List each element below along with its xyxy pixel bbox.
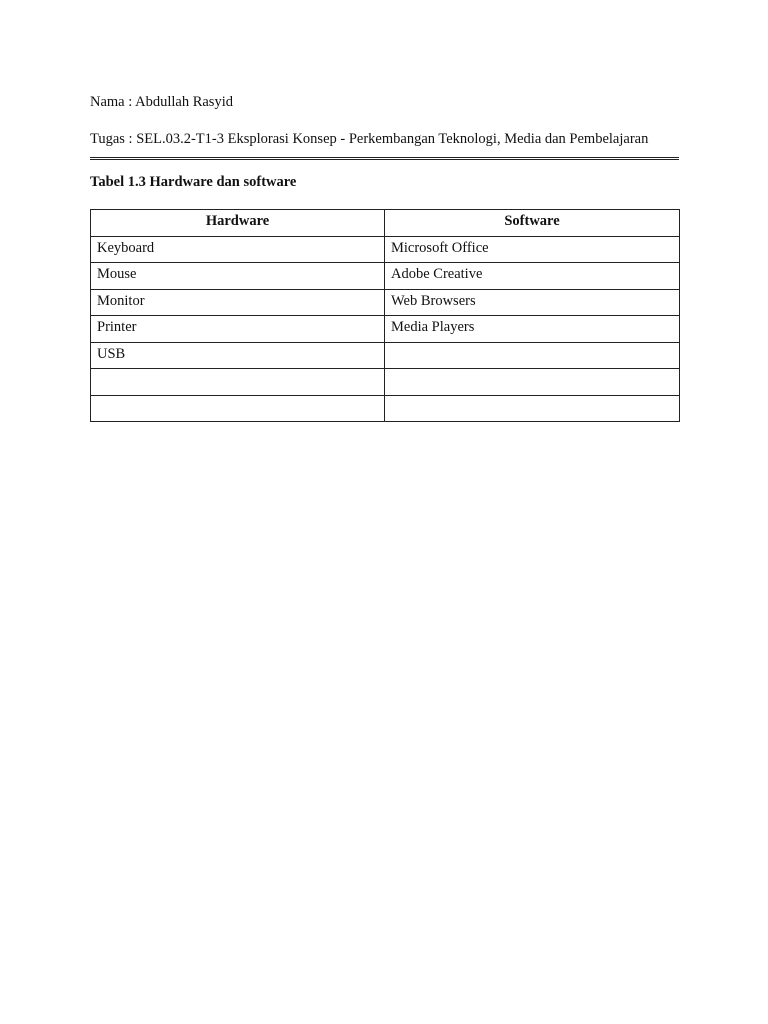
hardware-cell: Printer [91, 316, 385, 343]
column-header-hardware: Hardware [91, 210, 385, 237]
table-row [91, 342, 680, 369]
table-row [91, 263, 680, 290]
table-row [91, 316, 680, 343]
hardware-cell: USB [91, 342, 385, 369]
software-cell: Web Browsers [385, 289, 680, 316]
software-cell: Microsoft Office [385, 236, 680, 263]
assignment-title: Tugas : SEL.03.2-T1-3 Eksplorasi Konsep - Perkembangan Teknologi, Media dan Pembelajaran [90, 131, 649, 147]
hardware-cell: Mouse [91, 263, 385, 290]
student-name: Nama : Abdullah Rasyid [90, 94, 233, 110]
hardware-cell [91, 395, 385, 422]
software-cell [385, 369, 680, 396]
table-row [91, 395, 680, 422]
software-cell [385, 342, 680, 369]
software-cell: Adobe Creative [385, 263, 680, 290]
table-row [91, 236, 680, 263]
software-cell [385, 395, 680, 422]
software-cell: Media Players [385, 316, 680, 343]
hardware-software-table [90, 209, 680, 422]
column-header-software: Software [385, 210, 680, 237]
table-row [91, 369, 680, 396]
table-caption: Tabel 1.3 Hardware dan software [90, 174, 297, 190]
hardware-cell [91, 369, 385, 396]
table-row [91, 289, 680, 316]
hardware-cell: Monitor [91, 289, 385, 316]
header-divider [90, 157, 679, 160]
hardware-cell: Keyboard [91, 236, 385, 263]
table-header-row [91, 210, 680, 237]
